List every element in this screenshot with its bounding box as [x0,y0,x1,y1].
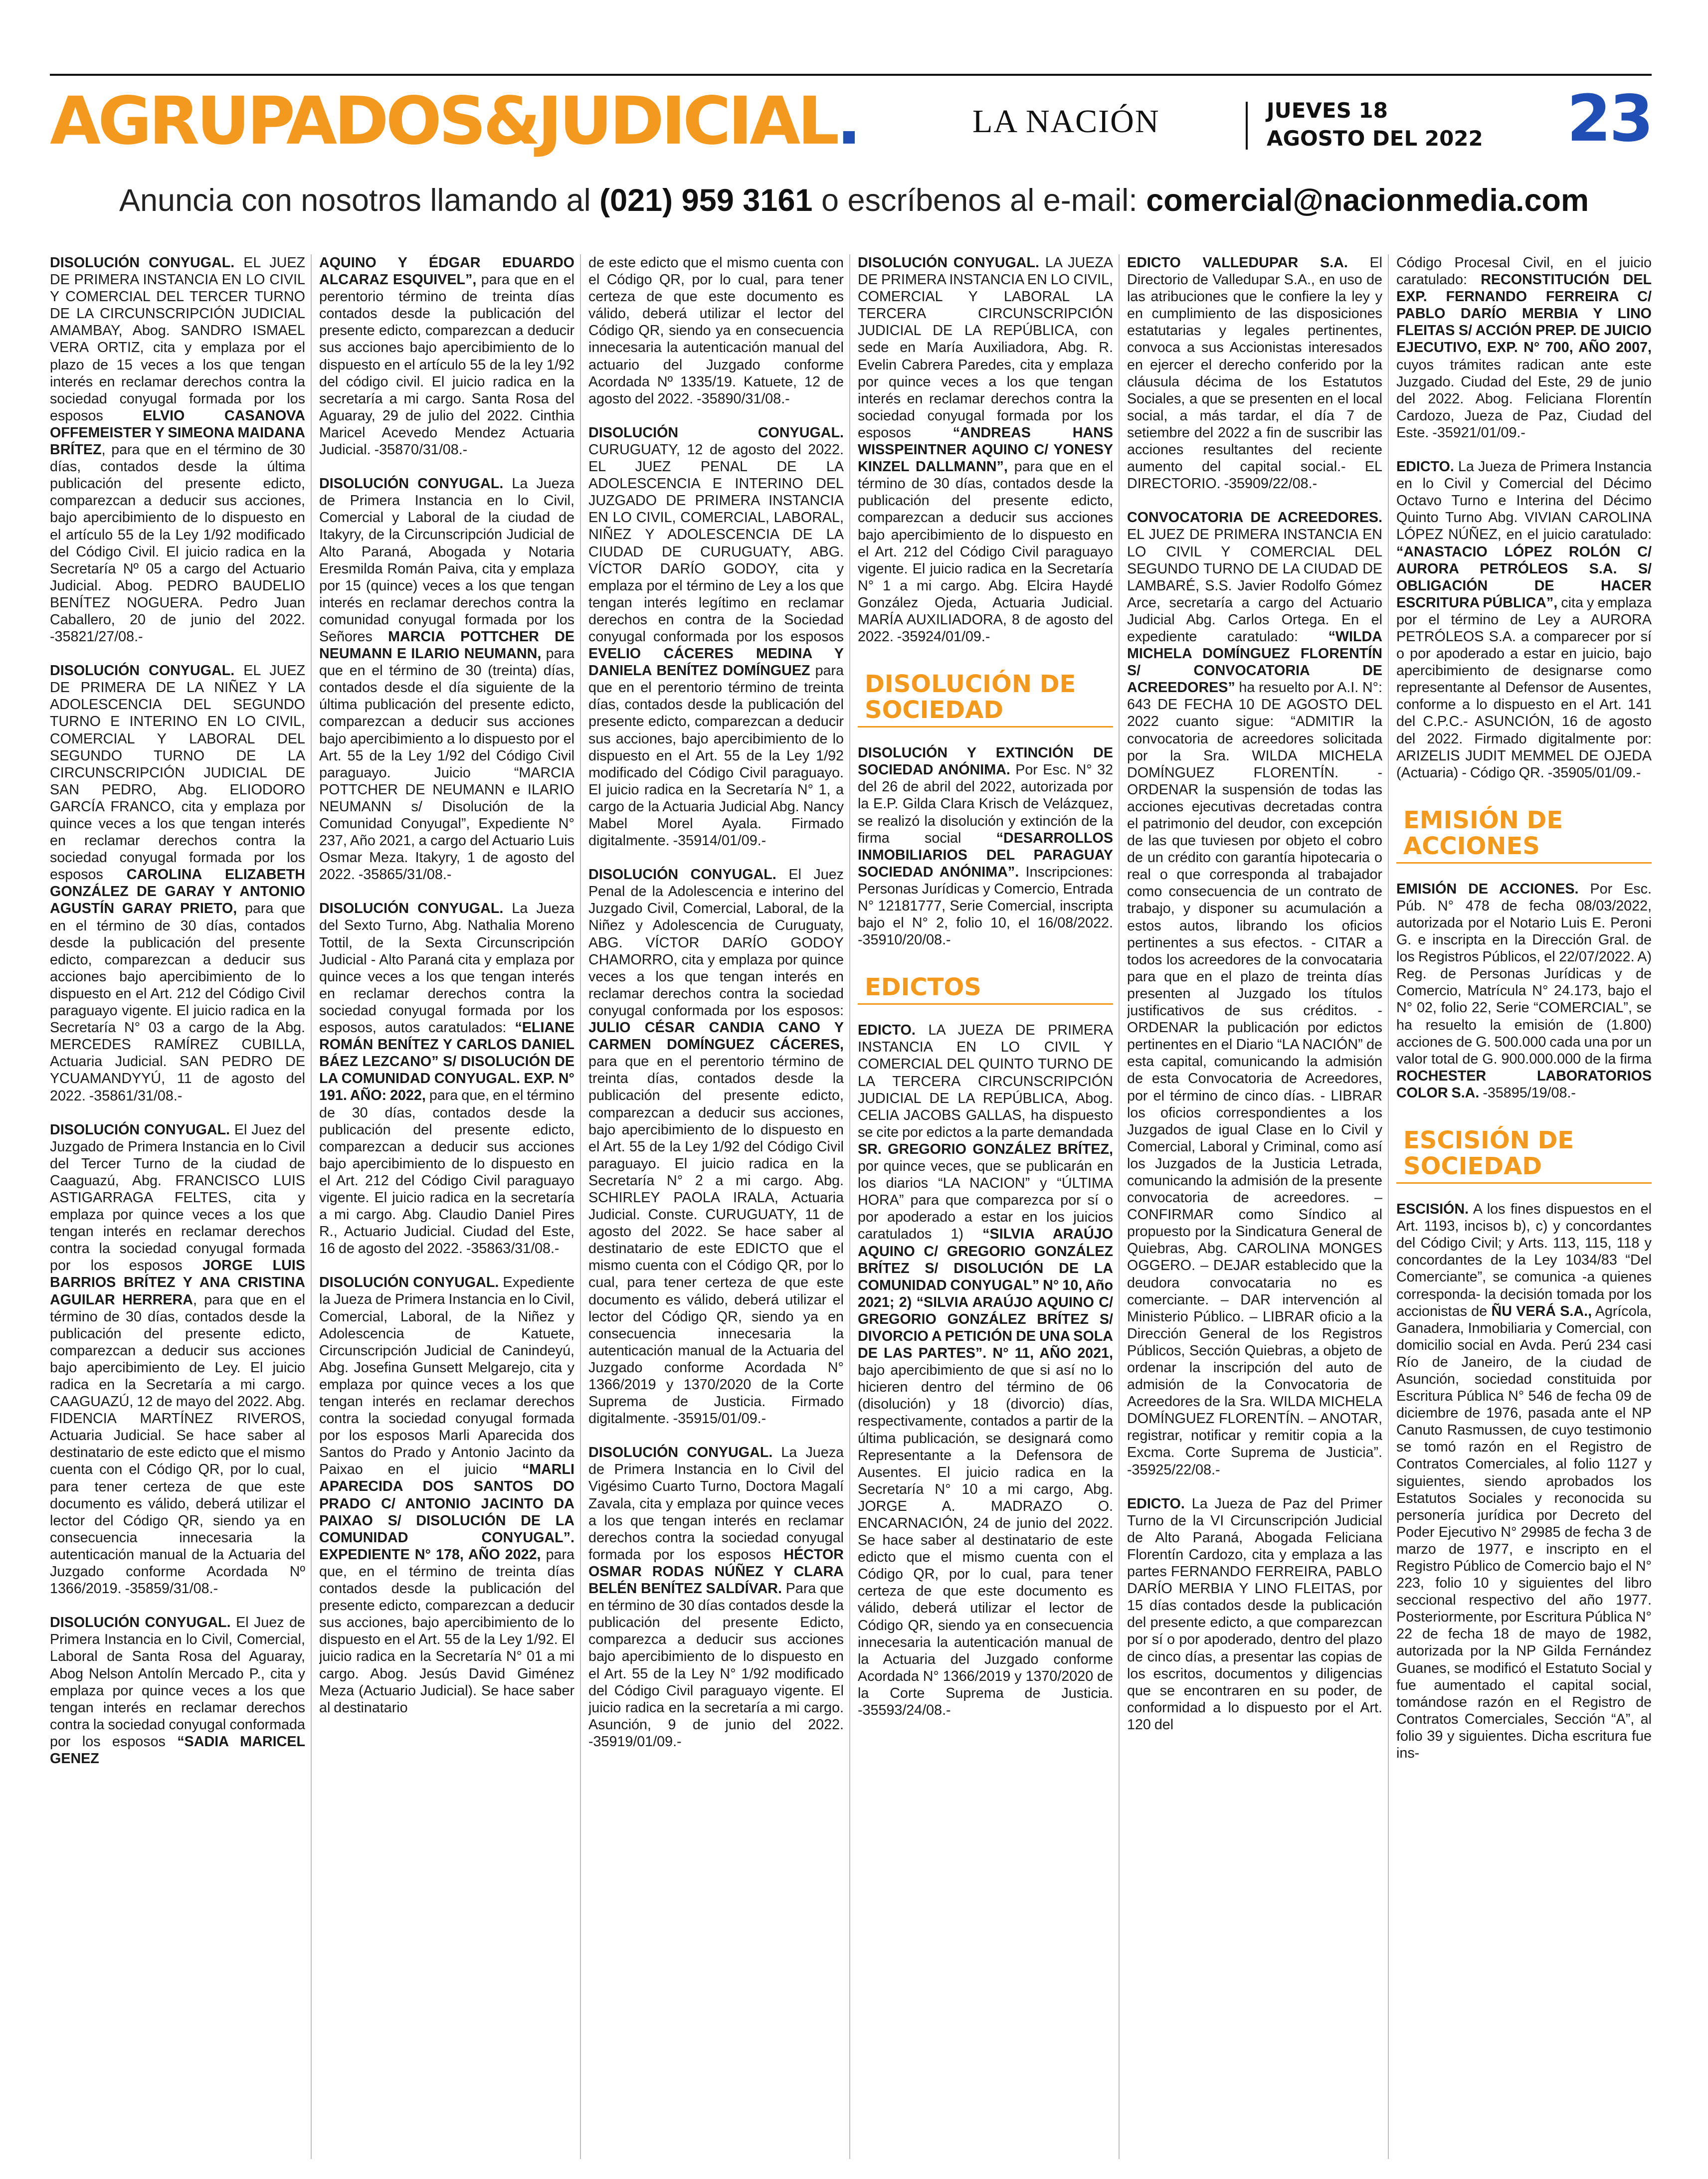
notice-bold-text: EDICTO VALLEDUPAR S.A. [1127,255,1348,271]
section-heading: EMISIÓN DE ACCIONES [1396,798,1652,864]
notice-bold-text: ESCISIÓN. [1396,1201,1469,1218]
notice-bold-text: ÑU VERÁ S.A., [1491,1303,1592,1319]
notice-text: LA JUEZA DE PRIMERA INSTANCIA EN LO CIVIL Y COMERCIAL DEL QUINTO TURNO DE LA TERCERA CIRCUNSCRIPCIÓN JUDICIAL DE LA REPÚBLICA, Abog. CELIA JACOBS GALLAS, ha dispuesto se cite por edictos a la parte demandada [858,1022,1113,1140]
notice-text: Por Esc. Púb. N° 478 de fecha 08/03/2022, autorizada por el Notario Luis E. Peroni G. e inscripta en la Dirección Gral. de los Registros Públicos, el 22/07/2022. A) Reg. de Personas Jurídicas y de Comercio, Matrícula N° 24.173, bajo el N° 02, folio 22, Serie “COMERCIAL”, se ha resuelto la emisión de (1.800) acciones de G. 500.000 cada una por un valor total de G. 900.000.000 de la firma [1396,881,1652,1067]
notice-bold-text: “ANDREAS HANS WISSPEINTNER AQUINO C/ YONESY KINZEL DALLMANN”, [858,424,1113,475]
section-title-text: AGRUPADOS&JUDICIAL [50,83,837,160]
column-1 [50,254,305,2159]
notice-bold-text: CAROLINA ELIZABETH GONZÁLEZ DE GARAY Y ANTONIO AGUSTÍN GARAY PRIETO, [50,867,305,917]
notice-paragraph [319,900,574,1257]
notice-bold-text: EDICTO. [1127,1495,1185,1512]
section-heading: DISOLUCIÓN DE SOCIEDAD [858,662,1113,727]
notice-bold-text: DISOLUCIÓN CONYUGAL. [50,1615,231,1631]
column-separator [1388,254,1389,2159]
notice-text: de este edicto que el mismo cuenta con el Código QR, por lo cual, para tener certeza de que este documento es válido, deberá utilizar el lector del Código QR, siendo ya en consecuencia innecesaria la autenticación manual del actuario del Juzgado conforme Acordada Nº 1335/19. Katuete, 12 de agosto del 2022. -35890/31/08.- [588,255,844,407]
column-6 [1396,254,1652,2159]
notice-bold-text: JORGE LUIS BARRIOS BRÍTEZ Y ANA CRISTINA AGUILAR HERRERA [50,1258,305,1308]
notice-paragraph [1396,881,1652,1101]
notice-text: para que en el término de 30 días, contados desde la publicación del presente edicto, comparezcan a deducir sus acciones bajo apercibimiento de lo dispuesto en el Art. 212 del Código Civil paraguayo vigente. El juicio radica en la Secretaría N° 03 a cargo de la Abg. MERCEDES RAMÍREZ CUBILLA, Actuaria Judicial. SAN PEDRO DE YCUAMANDYYÚ, 11 de agosto del 2022. -35861/31/08.- [50,901,305,1104]
notice-bold-text: DISOLUCIÓN CONYUGAL. [50,663,235,679]
notice-paragraph [858,1022,1113,1719]
ad-middle: o escríbenos al e-mail: [812,183,1146,218]
notice-bold-text: DISOLUCIÓN CONYUGAL. [319,901,504,917]
notice-bold-text: JULIO CÉSAR CANDIA CANO Y CARMEN DOMÍNGUEZ CÁCERES, [588,1020,844,1053]
notice-paragraph [50,1121,305,1598]
notice-text: La Jueza de Primera Instancia en lo Civil del Vigésimo Cuarto Turno, Doctora Magalí Zavala, cita y emplaza por quince veces a los que tengan interés en reclamar derechos contra la sociedad conyugal formada por los esposos [588,1445,844,1563]
notice-text: para que, en el término de 30 días, contados desde la publicación del presente edicto, comparezcan a deducir sus acciones bajo apercibimiento de lo dispuesto en el Art. 212 del Código Civil paraguayo vigente. El juicio radica en la secretaría a mi cargo. Abg. Claudio Daniel Pires R., Actuario Judicial. Ciudad del Este, 16 de agosto del 2022. -35863/31/08.- [319,1088,574,1257]
notice-text: cuyos trámites radican ante este Juzgado. Ciudad del Este, 29 de junio del 2022. Abog. Feliciana Florentín Cardozo, Jueza de Paz, Ciudad del Este. -35921/01/09.- [1396,357,1652,441]
notice-bold-text: “WILDA MICHELA DOMÍNGUEZ FLORENTÍN S/ CONVOCATORIA DE ACREEDORES” [1127,628,1382,696]
ad-prefix: Anuncia con nosotros llamando al [119,183,600,218]
column-separator [580,254,581,2159]
notice-text: -35895/19/08.- [1479,1085,1576,1101]
notice-bold-text: EDICTO. [1396,459,1454,475]
notice-bold-text: DISOLUCIÓN CONYUGAL. [588,1445,773,1461]
notice-paragraph [1127,254,1382,492]
notice-text: La Jueza de Primera Instancia en lo Civil y Comercial del Décimo Octavo Turno e Interina del Décimo Quinto Turno Abg. VIVIAN CAROLINA LÓPEZ NÚÑEZ, en el juicio caratulado: [1396,459,1652,543]
column-2 [319,254,574,2159]
title-dot-icon: . [836,83,859,160]
notice-paragraph [319,475,574,883]
notice-text: El Juez de Primera Instancia en lo Civil, Comercial, Laboral de Santa Rosa del Aguaray, Abog Nelson Antolín Mercado P., cita y emplaza por quince veces a los que tengan interés en reclamar derechos contra la sociedad conyugal conformada por los esposos [50,1615,305,1750]
newspaper-brand: LA NACIÓN [972,103,1160,140]
top-rule [50,74,1652,76]
notice-text: El Directorio de Valledupar S.A., en uso de las atribuciones que le confiere la ley y en cumplimiento de las disposiciones estatutarias y legales pertinentes, convoca a sus Accionistas interesados en ejercer el derecho conferido por la cláusula décima de los Estatutos Sociales, a que se presenten en el local social, a más tardar, el día 7 de setiembre del 2022 a fin de suscribir las acciones resultantes del reciente aumento del capital social.- EL DIRECTORIO. -35909/22/08.- [1127,255,1382,492]
notice-text: para que en el perentorio término de treinta días contados desde la publicación del presente edicto, comparezcan a deducir sus acciones bajo apercibimiento de lo dispuesto en el artículo 55 de la ley 1/92 del código civil. El juicio radica en la secretaría a mi cargo. Santa Rosa del Aguaray, 29 de julio del 2022. Cinthia Maricel Acevedo Mendez Actuaria Judicial. -35870/31/08.- [319,272,574,458]
notice-text: , para que en el término de 30 días, contados desde la última publicación del presente edicto, comparezcan a deducir sus acciones, bajo apercibimiento de lo dispuesto en el artículo 55 de la Ley 1/92 modificado del Código Civil. El juicio radica en la Secretaría Nº 05 a cargo del Actuario Judicial. Abog. PEDRO BAUDELIO BENÍTEZ NOGUERA. Pedro Juan Caballero, 20 de junio del 2022. -35821/27/08.- [50,442,305,645]
notice-bold-text: CONVOCATORIA DE ACREEDORES. [1127,510,1382,526]
notice-text: EL JUEZ DE PRIMERA INSTANCIA EN LO CIVIL Y COMERCIAL DEL TERCER TURNO DE LA CIRCUNSCRIPCIÓN JUDICIAL AMAMBAY, Abog. SANDRO ISMAEL VERA ORTIZ, cita y emplaza por el plazo de 15 veces a los que tengan interés en reclamar derechos contra la sociedad conyugal formada por los esposos [50,255,305,424]
notice-paragraph [319,1274,574,1716]
notice-paragraph [588,866,844,1427]
notice-text: para que, en el término de treinta días contados desde la publicación del presente edicto, comparezcan a deducir sus acciones, bajo apercibimiento de lo dispuesto en el Art. 55 de la Ley 1/92. El juicio radica en la Secretaría N° 01 a mi cargo. Abog. Jesús David Giménez Meza (Actuario Judicial). Se hace saber al destinatario [319,1546,574,1716]
notice-bold-text: “SADIA MARICEL GENEZ [50,1733,305,1767]
notice-paragraph [1127,1495,1382,1733]
notice-bold-text: “ELIANE ROMÁN BENÍTEZ Y CARLOS DANIEL BÁEZ LEZCANO” S/ DISOLUCIÓN DE LA COMUNIDAD CONYUGAL. EXP. N° 191. AÑO: 2022, [319,1020,574,1104]
ad-phone: (021) 959 3161 [599,183,813,218]
column-3 [588,254,844,2159]
notice-bold-text: EMISIÓN DE ACCIONES. [1396,881,1579,897]
notice-bold-text: “ANASTACIO LÓPEZ ROLÓN C/ AURORA PETRÓLEOS S.A. S/ OBLIGACIÓN DE HACER ESCRITURA PÚBLICA”, [1396,544,1652,611]
notice-text: EL JUEZ DE PRIMERA INSTANCIA EN LO CIVIL Y COMERCIAL DEL SEGUNDO TURNO DE LA CIUDAD DE LAMBARÉ, S.S. Javier Rodolfo Gómez Arce, secretaría a cargo del Actuario Judicial Abg. Carlos Ortega. En el expediente caratulado: [1127,527,1382,645]
notice-bold-text: “SILVIA ARAÚJO AQUINO C/ GREGORIO GONZÁLEZ BRÍTEZ S/ DISOLUCIÓN DE LA COMUNIDAD CONYUGAL” N° 10, Año 2021; 2) “SILVIA ARAÚJO AQUINO C/ GREGORIO GONZÁLEZ BRÍTEZ S/ DIVORCIO A PETICIÓN DE UNA SOLA DE LAS PARTES”. N° 11, AÑO 2021, [858,1226,1113,1362]
notice-text: para que en el término de 30 (treinta) días, contados desde el día siguiente de la última publicación del presente edicto, comparezcan a deducir sus acciones bajo apercibimiento a lo dispuesto por el Art. 55 de la Ley 1/92 del Código Civil paraguayo. Juicio “MARCIA POTTCHER DE NEUMANN e ILARIO NEUMANN s/ Disolución de la Comunidad Conyugal”, Expediente N° 237, Año 2021, a cargo del Actuario Luis Osmar Meza. Itakyry, 1 de agosto del 2022. -35865/31/08.- [319,646,574,883]
column-4 [858,254,1113,2159]
notice-bold-text: DISOLUCIÓN CONYUGAL. [588,424,844,441]
ad-line [0,182,1708,218]
notice-text: ha resuelto por A.I. N°: 643 DE FECHA 10 DE AGOSTO DEL 2022 cuanto sigue: “ADMITIR la convocatoria de acreedores solicitada por la Sra. WILDA MICHELA DOMÍNGUEZ FLORENTÍN. - ORDENAR la suspensión de todas las acciones ejecutivas decretadas contra el patrimonio del deudor, con excepción de las que tuviesen por objeto el cobro de un crédito con garantía hipotecaria o real o que corresponda al trabajador como consecuencia de un contrato de trabajo, y disponer su acumulación a estos autos, librando los oficios pertinentes a sus efectos. - CITAR a todos los acreedores de la convocataria para que en el plazo de treinta días presenten al Juzgado los títulos justificativos de sus créditos. - ORDENAR la publicación por edictos pertinentes en el Diario “LA NACIÓN” de esta capital, comunicando la admisión de esta Convocatoria de Acreedores, por el término de cinco días. - LIBRAR los oficios correspondientes a los Juzgados de igual Clase en lo Civil y Comercial, Laboral y Criminal, como así los Juzgados de la Justicia Letrada, comunicando la admisión de la presente convocatoria de acreedores. – CONFIRMAR como Síndico al propuesto por la Sindicatura General de Quiebras, Abg. CAROLINA MONGES OGGERO. – DEJAR establecido que la deudora convocataria no es comerciante. – DAR intervención al Ministerio Público. – LIBRAR oficio a la Dirección General de los Registros Públicos, Sección Quiebras, a objeto de ordenar la inscripción del auto de admisión de la Convocatoria de Acreedores de la Sra. WILDA MICHELA DOMÍNGUEZ FLORENTÍN. – ANOTAR, registrar, notificar y remitir copia a la Excma. Corte Suprema de Justicia”. -35925/22/08.- [1127,680,1382,1478]
notice-paragraph [588,424,844,849]
notice-paragraph [858,744,1113,948]
issue-date-day: JUEVES 18 [1267,98,1388,123]
notice-bold-text: DISOLUCIÓN CONYUGAL. [319,1274,499,1291]
notice-text: , para que en el término de 30 días, contados desde la publicación del presente edicto, comparezcan a deducir sus acciones bajo apercibimiento de Ley. El juicio radica en la Secretaría a mi cargo. CAAGUAZÚ, 12 de mayo del 2022. Abg. FIDENCIA MARTÍNEZ RIVEROS, Actuaria Judicial. Se hace saber al destinatario de este edicto que el mismo cuenta con el Código QR, por lo cual, para tener certeza de que este documento es válido, deberá utilizar el lector del Código QR, siendo ya en consecuencia innecesaria la autenticación manual de la Actuaria del Juzgado conforme Acordada Nº 1366/2019. -35859/31/08.- [50,1291,305,1597]
notice-text: cita y emplaza por el término de Ley a AURORA PETRÓLEOS S.A. a comparecer por sí o por apoderado a estar en juicio, bajo apercibimiento de designarse como representante al Defensor de Ausentes, conforme a lo dispuesto en el Art. 141 del C.P.C.- ASUNCIÓN, 16 de agosto del 2022. Firmado digitalmente por: ARIZELIS JUDIT MEMMEL DE OJEDA (Actuaria) - Código QR. -35905/01/09.- [1396,594,1652,781]
notice-text: La Jueza del Sexto Turno, Abg. Nathalia Moreno Tottil, de la Sexta Circunscripción Judicial - Alto Paraná cita y emplaza por quince veces a los que tengan interés en reclamar derechos contra la sociedad conyugal formada por los esposos, autos caratulados: [319,901,574,1036]
section-heading: ESCISIÓN DE SOCIEDAD [1396,1118,1652,1184]
notice-bold-text: HÉCTOR OSMAR RODAS NÚÑEZ Y CLARA BELÉN BENÍTEZ SALDÍVAR. [588,1546,844,1597]
notice-paragraph [1396,1201,1652,1762]
notice-bold-text: EVELIO CÁCERES MEDINA Y DANIELA BENÍTEZ DOMÍNGUEZ [588,646,844,679]
notice-text: por quince veces, que se publicarán en los diarios “LA NACION” y “ÚLTIMA HORA” para que comparezca por sí o por apoderado a estar en los juicios caratulados 1) [858,1158,1113,1243]
notice-text: Expediente la Jueza de Primera Instancia en lo Civil, Comercial, Laboral, de la Niñez y Adolescencia de Katuete, Circunscripción Judicial de Canindeyú, Abg. Josefina Gunsett Melgarejo, cita y emplaza por quince veces a los que tengan interés en reclamar derechos contra la sociedad conyugal formada por los esposos Marli Aparecida dos Santos do Prado y Antonio Jacinto da Paixao en el juicio [319,1274,574,1478]
notice-paragraph [50,254,305,645]
notice-paragraph [1396,254,1652,441]
notice-text: para que en el término de 30 días, contados desde la publicación del presente edicto, comparezcan a deducir sus acciones bajo apercibimiento de lo dispuesto en el Art. 212 del Código Civil paraguayo vigente. El juicio radica en la Secretaría N° 1 a mi cargo. Abg. Elcira Haydé González Ojeda, Actuaria Judicial. MARÍA AUXILIADORA, 8 de agosto del 2022. -35924/01/09.- [858,459,1113,645]
notice-bold-text: RECONSTITUCIÓN DEL EXP. FERNANDO FERREIRA C/ PABLO DARÍO MERBIA Y LINO FLEITAS S/ ACCIÓN PREP. DE JUICIO EJECUTIVO, EXP. N° 700, AÑO 2007, [1396,272,1652,356]
issue-date [1267,97,1483,153]
notice-text: Por Esc. N° 32 del 26 de abril del 2022, autorizada por la E.P. Gilda Clara Krisch de Velázquez, se realizó la disolución y extinción de la firma social [858,762,1113,846]
notice-paragraph [1396,458,1652,781]
notice-bold-text: SR. GREGORIO GONZÁLEZ BRÍTEZ, [858,1141,1113,1157]
notice-bold-text: DISOLUCIÓN CONYUGAL. [588,867,776,883]
notice-text: bajo apercibimiento de que si así no lo hicieren dentro del término de 06 (disolución) y 18 (divorcio) días, respectivamente, contados a partir de la última publicación, se designará como Representante a la Defensora de Ausentes. El juicio radica en la Secretaría N° 10 a mi cargo, Abg. JORGE A. MADRAZO O. ENCARNACIÓN, 24 de junio del 2022. Se hace saber al destinatario de este edicto que el mismo cuenta con el Código QR, por lo cual, para tener certeza de que este documento es válido, deberá utilizar el lector de Código QR, siendo ya en consecuencia innecesaria la autenticación manual de la Actuaria del Juzgado conforme Acordada N° 1366/2019 y 1370/2020 de la Corte Suprema de Justicia. -35593/24/08.- [858,1362,1113,1719]
notice-text: Código Procesal Civil, en el juicio caratulado: [1396,255,1652,288]
notice-paragraph [1127,509,1382,1478]
notice-bold-text: “MARLI APARECIDA DOS SANTOS DO PRADO C/ ANTONIO JACINTO DA PAIXAO S/ DISOLUCIÓN DE LA COMUNIDAD CONYUGAL”. EXPEDIENTE N° 178, AÑO 2022, [319,1461,574,1563]
notice-text: Agrícola, Ganadera, Inmobiliaria y Comercial, con domicilio social en Avda. Perú 234 casi Río de Janeiro, de la ciudad de Asunción, sociedad constituida por Escritura Pública N° 546 de fecha 09 de diciembre de 1976, pasada ante el NP Canuto Rasmussen, de cuyo testimonio se tomó razón en el Registro de Contratos Comerciales, al folio 1127 y siguientes, siendo aprobados los Estatutos Sociales y reconocida su personería jurídica por Decreto del Poder Ejecutivo N° 29985 de fecha 3 de marzo de 1977, e inscripto en el Registro Público de Comercio bajo el N° 223, folio 10 y siguientes del libro seccional respectivo del año 1977. Posteriormente, por Escritura Pública N° 22 de fecha 18 de mayo de 1982, autorizada por la NP Gilda Fernández Guanes, se modificó el Estatuto Social y fue aumentado el capital social, tomándose razón en el Registro de Contratos Comerciales, Sección “A”, al folio 39 y siguientes. Dicha escritura fue ins- [1396,1303,1652,1762]
notice-bold-text: MARCIA POTTCHER DE NEUMANN E ILARIO NEUMANN, [319,628,574,662]
notice-text: La Jueza de Primera Instancia en lo Civil, Comercial y Laboral de la ciudad de Itakyry, de la Circunscripción Judicial de Alto Paraná, Abogada y Notaria Eresmilda Román Paiva, cita y emplaza por 15 (quince) veces a los que tengan interés en reclamar derechos contra la comunidad conyugal formada por los Señores [319,476,574,645]
column-5 [1127,254,1382,2159]
notice-text: EL JUEZ DE PRIMERA DE LA NIÑEZ Y LA ADOLESCENCIA DEL SEGUNDO TURNO E INTERINO EN LO CIVIL, COMERCIAL Y LABORAL DEL SEGUNDO TURNO DE LA CIRCUNSCRIPCIÓN JUDICIAL DE SAN PEDRO, Abg. ELIODORO GARCÍA FRANCO, cita y emplaza por quince veces a los que tengan interés en reclamar derechos contra la sociedad conyugal formada por los esposos [50,663,305,883]
header-divider [1246,102,1248,150]
page-number: 23 [1566,82,1652,156]
classifieds-content [50,254,1652,2159]
notice-text: El Juez del Juzgado de Primera Instancia en lo Civil del Tercer Turno de la ciudad de Caaguazú, Abg. FRANCISCO LUIS ASTIGARRAGA FELTES, cita y emplaza por quince veces a los que tengan interés en reclamar derechos contra la sociedad conyugal formada por los esposos [50,1121,305,1274]
notice-paragraph [50,662,305,1104]
notice-paragraph [588,1444,844,1750]
notice-text: A los fines dispuestos en el Art. 1193, incisos b), c) y concordantes del Código Civil; y Arts. 113, 115, 118 y concordantes de la Ley 1034/83 “Del Comerciante”, se comunica -a quienes corresponda- la decisión tomada por los accionistas de [1396,1201,1652,1319]
notice-text: La Jueza de Paz del Primer Turno de la VI Circunscripción Judicial de Alto Paraná, Abogada Feliciana Florentín Cardozo, cita y emplaza a las partes FERNANDO FERREIRA, PABLO DARÍO MERBIA Y LINO FLEITAS, por 15 días contados desde la publicación del presente edicto, a que comparezcan por sí o por apoderado, dentro del plazo de cinco días, a presentar las copias de los escritos, documentos y diligencias que se encontraren en su poder, de conformidad a lo dispuesto por el Art. 120 del [1127,1495,1382,1733]
notice-text: Inscripciones: Personas Jurídicas y Comercio, Entrada N° 12181777, Serie Comercial, inscripta bajo el N° 2, folio 10, el 16/08/2022. -35910/20/08.- [858,864,1113,948]
notice-bold-text: DISOLUCIÓN Y EXTINCIÓN DE SOCIEDAD ANÓNIMA. [858,745,1113,778]
column-separator [1119,254,1120,2159]
notice-bold-text: AQUINO Y ÉDGAR EDUARDO ALCARAZ ESQUIVEL”, [319,255,574,288]
notice-paragraph [858,254,1113,645]
notice-bold-text: ELVIO CASANOVA OFFEMEISTER Y SIMEONA MAIDANA BRÍTEZ [50,407,305,458]
notice-paragraph [50,1614,305,1767]
notice-text: CURUGUATY, 12 de agosto del 2022. EL JUEZ PENAL DE LA ADOLESCENCIA E INTERINO DEL JUZGADO DE PRIMERA INSTANCIA EN LO CIVIL, COMERCIAL, LABORAL, NIÑEZ Y ADOLESCENCIA DE LA CIUDAD DE CURUGUATY, ABG. VÍCTOR DARÍO GODOY, cita y emplaza por el término de Ley a los que tengan interés legítimo en reclamar derechos en contra de la Sociedad conyugal conformada por los esposos [588,441,844,645]
column-separator [849,254,850,2159]
notice-text: para que en el perentorio término de treinta días, contados desde la publicación del presente edicto, comparezcan a deducir sus acciones, bajo apercibimiento de lo dispuesto en el Art. 55 de la Ley 1/92 del Código Civil paraguayo. El juicio radica en la Secretaría N° 2 a mi cargo. Abg. SCHIRLEY PAOLA IRALA, Actuaria Judicial. Conste. CURUGUATY, 11 de agosto del 2022. Se hace saber al destinatario de este EDICTO que el mismo cuenta con el Código QR, por lo cual, para tener certeza de que este documento es válido, deberá utilizar el lector del Código QR, siendo ya en consecuencia innecesaria la autenticación manual de la Actuaria del Juzgado conforme Acordada N° 1366/2019 y 1370/2020 de la Corte Suprema de Justicia. Firmado digitalmente. -35915/01/09.- [588,1054,844,1427]
masthead [50,84,1652,169]
notice-text: El Juez Penal de la Adolescencia e interino del Juzgado Civil, Comercial, Laboral, de la Niñez y Adolescencia de Curuguaty, ABG. VÍCTOR DARÍO GODOY CHAMORRO, cita y emplaza por quince veces a los que tengan interés en reclamar derechos contra la sociedad conyugal conformada por los esposos: [588,867,844,1019]
notice-paragraph [588,254,844,407]
section-heading: EDICTOS [858,965,1113,1005]
notice-bold-text: DISOLUCIÓN CONYUGAL. [50,255,235,271]
notice-bold-text: EDICTO. [858,1022,916,1039]
column-separator [311,254,312,2159]
notice-bold-text: DISOLUCIÓN CONYUGAL. [858,255,1040,271]
notice-bold-text: DISOLUCIÓN CONYUGAL. [319,476,504,492]
notice-paragraph [319,254,574,458]
notice-text: para que en el perentorio término de treinta días, contados desde la publicación del presente edicto, comparezcan a deducir sus acciones, bajo apercibimiento de lo dispuesto en el Art. 55 de la Ley 1/92 modificado del Código Civil paraguayo. El juicio radica en la Secretaría N° 1, a cargo de la Actuaria Judicial Abg. Nancy Mabel Morel Ayala. Firmado digitalmente. -35914/01/09.- [588,663,844,849]
issue-date-month-year: AGOSTO DEL 2022 [1267,126,1483,151]
ad-email: comercial@nacionmedia.com [1146,183,1589,218]
notice-bold-text: ROCHESTER LABORATORIOS COLOR S.A. [1396,1068,1652,1101]
notice-text: Para que en término de 30 días contados desde la publicación del presente Edicto, comparezca a deducir sus acciones bajo apercibimiento de lo dispuesto en el Art. 55 de la Ley N° 1/92 modificado del Código Civil paraguayo vigente. El juicio radica en la secretaría a mi cargo. Asunción, 9 de junio del 2022. -35919/01/09.- [588,1581,844,1750]
notice-text: LA JUEZA DE PRIMERA INSTANCIA EN LO CIVIL, COMERCIAL Y LABORAL LA TERCERA CIRCUNSCRIPCIÓN JUDICIAL DE LA REPÚBLICA, con sede en María Auxiliadora, Abg. R. Evelin Cabrera Paredes, cita y emplaza por quince veces a los que tengan interés en reclamar derechos contra la sociedad conyugal formada por los esposos [858,255,1113,441]
notice-bold-text: DISOLUCIÓN CONYUGAL. [50,1121,230,1138]
notice-bold-text: “DESARROLLOS INMOBILIARIOS DEL PARAGUAY SOCIEDAD ANÓNIMA”. [858,830,1113,880]
section-title [50,84,858,159]
